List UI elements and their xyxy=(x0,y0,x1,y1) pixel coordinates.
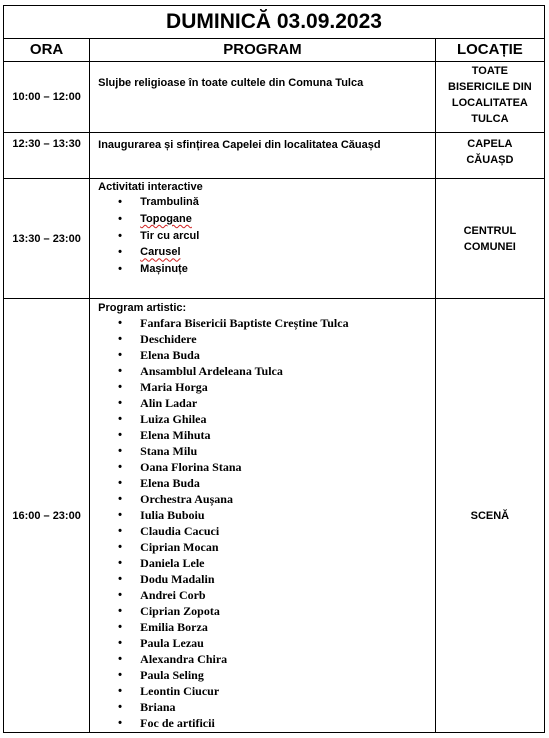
artist-name: Emilia Borza xyxy=(140,620,208,634)
list-item xyxy=(98,363,435,379)
artist-name: Iulia Buboiu xyxy=(140,508,205,522)
artists-list xyxy=(98,315,435,731)
program-text: Inaugurarea și sfințirea Capelei din localitatea Căuașd xyxy=(98,139,381,151)
bullet-icon: • xyxy=(118,653,123,665)
bullet-icon: • xyxy=(118,589,123,601)
header-program: PROGRAM xyxy=(90,39,436,62)
bullet-icon: • xyxy=(118,333,123,345)
artist-name: Orchestra Aușana xyxy=(140,492,233,506)
bullet-icon: • xyxy=(118,717,123,729)
artist-name: Alin Ladar xyxy=(140,396,198,410)
location-line: CENTRUL xyxy=(463,224,517,237)
bullet-icon: • xyxy=(118,573,123,585)
bullet-icon: • xyxy=(118,429,123,441)
list-item xyxy=(98,555,435,571)
location-line: COMUNEI xyxy=(463,240,516,253)
row-program xyxy=(90,62,436,133)
bullet-icon: • xyxy=(118,685,123,697)
artist-name: Paula Lezau xyxy=(140,636,204,650)
bullet-icon: • xyxy=(118,445,123,457)
bullet-icon: • xyxy=(118,525,123,537)
bullet-icon: • xyxy=(118,509,123,521)
header-time: ORA xyxy=(4,39,90,62)
list-item xyxy=(98,331,435,347)
bullet-icon: • xyxy=(118,349,123,361)
list-item xyxy=(98,699,435,715)
bullet-icon: • xyxy=(118,413,123,425)
list-item xyxy=(98,571,435,587)
bullet-icon: • xyxy=(118,196,123,208)
artist-name: Deschidere xyxy=(140,332,197,346)
row-program xyxy=(90,179,436,299)
bullet-icon: • xyxy=(118,246,123,259)
list-item xyxy=(98,587,435,603)
list-item: • Topogane xyxy=(98,211,435,228)
list-item xyxy=(98,683,435,699)
list-item xyxy=(98,459,435,475)
row-time: 10:00 – 12:00 xyxy=(4,62,90,133)
row-location xyxy=(435,299,544,733)
header-location: LOCAȚIE xyxy=(435,39,544,62)
artistic-heading: Program artistic: xyxy=(98,302,187,314)
artist-name: Stana Milu xyxy=(140,444,198,458)
list-item xyxy=(98,443,435,459)
location-line: CAPELA xyxy=(467,138,513,150)
bullet-icon: • xyxy=(118,557,123,569)
bullet-icon: • xyxy=(118,541,123,553)
bullet-icon: • xyxy=(118,381,123,393)
artist-name: Foc de artificii xyxy=(140,716,215,730)
artist-name: Ciprian Zopota xyxy=(140,604,220,618)
table-row xyxy=(4,62,545,133)
bullet-icon: • xyxy=(118,212,123,225)
artist-name: Maria Horga xyxy=(140,380,208,394)
artist-name: Briana xyxy=(140,700,176,714)
table-row xyxy=(4,299,545,733)
list-item xyxy=(98,507,435,523)
list-item xyxy=(98,667,435,683)
artist-name: Alexandra Chira xyxy=(140,652,228,666)
program-text: Slujbe religioase în toate cultele din Comuna Tulca xyxy=(98,77,364,89)
row-time: 13:30 – 23:00 xyxy=(4,179,90,299)
list-item xyxy=(98,411,435,427)
artist-name: Andrei Corb xyxy=(140,588,206,602)
list-item xyxy=(98,347,435,363)
bullet-icon: • xyxy=(118,637,123,649)
location-line: CĂUAȘD xyxy=(466,154,514,166)
artist-name: Paula Seling xyxy=(140,668,204,682)
row-time: 16:00 – 23:00 xyxy=(4,299,90,733)
artist-name: Oana Florina Stana xyxy=(140,460,242,474)
bullet-icon: • xyxy=(118,701,123,713)
list-item xyxy=(98,635,435,651)
row-time: 12:30 – 13:30 xyxy=(4,133,90,179)
artist-name: Dodu Madalin xyxy=(140,572,215,586)
artist-name: Elena Buda xyxy=(140,476,200,490)
bullet-icon: • xyxy=(118,605,123,617)
artist-name: Claudia Cacuci xyxy=(140,524,220,538)
bullet-icon: • xyxy=(118,365,123,377)
table-row xyxy=(4,133,545,179)
bullet-icon: • xyxy=(118,493,123,505)
row-program xyxy=(90,299,436,733)
artist-name: Ciprian Mocan xyxy=(140,540,219,554)
list-item xyxy=(98,603,435,619)
bullet-icon: • xyxy=(118,477,123,489)
artist-name: Luiza Ghilea xyxy=(140,412,207,426)
location-line: TOATE xyxy=(471,65,509,77)
table-header-row xyxy=(4,39,545,62)
location-line: SCENĂ xyxy=(470,509,510,522)
location-line: TULCA xyxy=(471,113,509,125)
list-item xyxy=(98,427,435,443)
list-item xyxy=(98,619,435,635)
bullet-icon: • xyxy=(118,669,123,681)
artist-name: Elena Buda xyxy=(140,348,200,362)
location-line: LOCALITATEA xyxy=(451,97,528,109)
artist-name: Elena Mihuta xyxy=(140,428,211,442)
bullet-icon: • xyxy=(118,317,123,329)
list-item xyxy=(98,395,435,411)
artist-name: Ansamblul Ardeleana Tulca xyxy=(140,364,283,378)
list-item xyxy=(98,539,435,555)
list-item xyxy=(98,715,435,731)
artist-name: Daniela Lele xyxy=(140,556,205,570)
bullet-icon: • xyxy=(118,397,123,409)
location-line: BISERICILE DIN xyxy=(448,81,532,93)
row-location xyxy=(435,62,544,133)
activities-list xyxy=(98,194,435,278)
list-item xyxy=(98,475,435,491)
table-row xyxy=(4,179,545,299)
artist-name: Fanfara Bisericii Baptiste Creștine Tulca xyxy=(140,316,349,330)
list-item xyxy=(98,491,435,507)
list-item: • Tir cu arcul xyxy=(98,228,435,245)
page-title: DUMINICĂ 03.09.2023 xyxy=(3,5,545,38)
row-location xyxy=(435,179,544,299)
list-item xyxy=(98,315,435,331)
list-item xyxy=(98,523,435,539)
schedule-document xyxy=(3,5,545,733)
row-location xyxy=(435,133,544,179)
list-item: • Carusel xyxy=(98,244,435,261)
row-program xyxy=(90,133,436,179)
list-item: • Trambulină xyxy=(98,194,435,211)
schedule-table xyxy=(3,38,545,733)
bullet-icon: • xyxy=(118,621,123,633)
activities-heading: Activitati interactive xyxy=(98,181,203,193)
bullet-icon: • xyxy=(118,229,123,242)
bullet-icon: • xyxy=(118,263,123,276)
list-item xyxy=(98,379,435,395)
list-item xyxy=(98,651,435,667)
list-item: • Mașinuțe xyxy=(98,261,435,278)
artist-name: Leontin Ciucur xyxy=(140,684,220,698)
bullet-icon: • xyxy=(118,461,123,473)
